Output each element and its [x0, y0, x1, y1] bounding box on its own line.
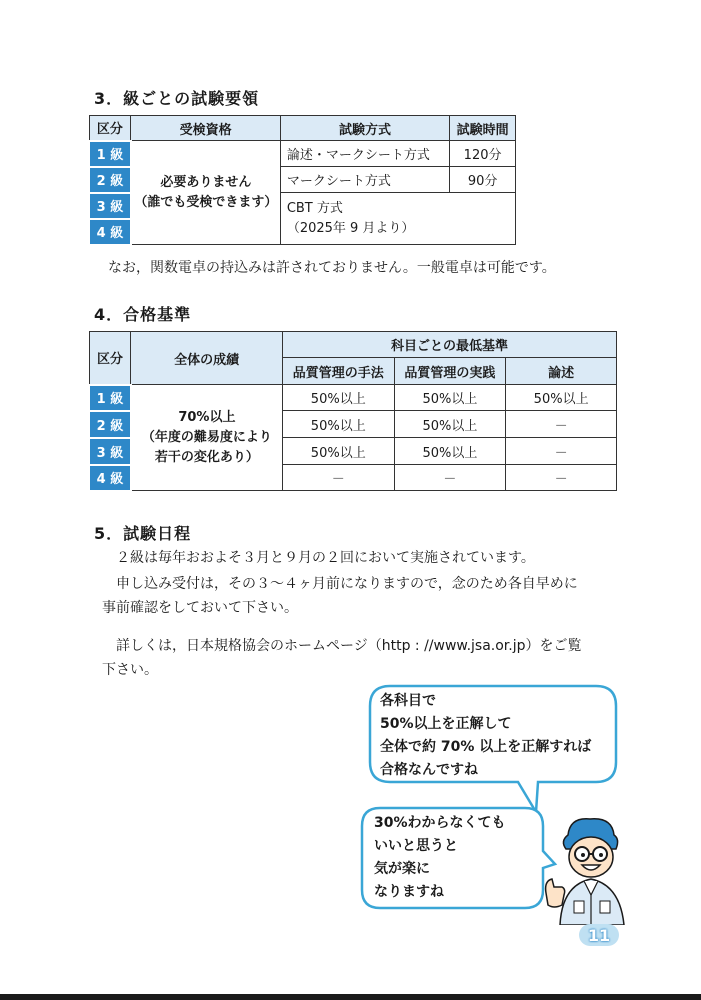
criteria-cell: 50%以上: [394, 438, 506, 465]
bubble-top-line: 50%以上を正解して: [380, 716, 512, 732]
overall-line1: 70%以上: [178, 409, 236, 425]
criteria-cell: －: [282, 465, 394, 491]
criteria-cell: 50%以上: [394, 385, 506, 411]
bottom-border: [0, 994, 701, 1000]
level-3-label: 3 級: [89, 438, 131, 465]
level-4-label: 4 級: [89, 465, 131, 491]
cbt-method-label: CBT 方式: [286, 200, 343, 216]
cbt-note: （2025年 9 月より）: [286, 220, 415, 236]
bubble-bottom-line: なりますね: [374, 884, 444, 900]
mascot-scientist-illustration: [540, 815, 630, 925]
pass-criteria-table: [88, 331, 617, 492]
overall-line2: （年度の難易度により: [141, 429, 272, 445]
criteria-cell: －: [506, 465, 617, 491]
level-1-label: 1 級: [89, 385, 131, 411]
bubble-bottom-line: いいと思うと: [374, 838, 458, 854]
section3-heading: 3．級ごとの試験要領: [94, 89, 260, 108]
section4-heading: 4．合格基準: [94, 305, 192, 324]
criteria-cell: 50%以上: [506, 385, 617, 411]
criteria-cell: －: [394, 465, 506, 491]
bubble-top-line: 各科目で: [380, 693, 436, 709]
schedule-line: 申し込み受付は，その３～４ヶ月前になりますので，念のため各自早めに: [116, 576, 578, 592]
method-level1: 論述・マークシート方式: [280, 141, 449, 167]
level-4-label: 4 級: [89, 219, 131, 245]
schedule-line: 詳しくは，日本規格協会のホームページ（http : //www.jsa.or.jp）をご覧: [116, 638, 582, 654]
col-header-eligibility: 受検資格: [131, 116, 280, 141]
schedule-paragraph-2: [102, 572, 622, 620]
col-header-overall: 全体の成績: [131, 332, 283, 385]
level-2-label: 2 級: [89, 167, 131, 193]
section5-heading: 5．試験日程: [94, 524, 192, 543]
exam-format-table: [88, 115, 516, 246]
col-header-per-subject: 科目ごとの最低基準: [282, 332, 616, 358]
bubble-top-line: 合格なんですね: [380, 762, 478, 778]
criteria-cell: 50%以上: [282, 385, 394, 411]
bubble-bottom-line: 気が楽に: [374, 861, 430, 877]
page-number: 11: [587, 926, 611, 945]
eligibility-cell: [131, 141, 280, 245]
calculator-note: なお，関数電卓の持込みは許されておりません。一般電卓は可能です。: [108, 260, 556, 276]
col-header-method: 試験方式: [280, 116, 449, 141]
page-number-badge: [579, 924, 619, 946]
col-header-category: 区分: [89, 332, 131, 385]
bubble-top-line: 全体で約 70% 以上を正解すれば: [380, 739, 592, 755]
criteria-cell: 50%以上: [282, 438, 394, 465]
col-header-qc-methods: 品質管理の手法: [282, 358, 394, 385]
criteria-cell: －: [506, 438, 617, 465]
schedule-paragraph-1: [102, 546, 622, 570]
overall-cell: [131, 385, 283, 491]
schedule-paragraph-3: [102, 634, 622, 682]
eligibility-line2: （誰でも受検できます）: [134, 194, 278, 210]
time-level1: 120分: [450, 141, 516, 167]
schedule-line: 事前確認をしておいて下さい。: [102, 600, 298, 616]
col-header-duration: 試験時間: [450, 116, 516, 141]
bubble-bottom-line: 30%わからなくても: [374, 815, 506, 831]
schedule-line: 下さい。: [102, 662, 158, 678]
col-header-qc-practice: 品質管理の実践: [394, 358, 506, 385]
time-level2: 90分: [450, 167, 516, 193]
speech-bubble-top: [368, 684, 618, 816]
overall-line3: 若干の変化あり）: [154, 449, 259, 465]
speech-bubble-bottom: [360, 806, 555, 910]
eligibility-line1: 必要ありません: [160, 174, 252, 190]
level-2-label: 2 級: [89, 411, 131, 438]
criteria-cell: 50%以上: [282, 411, 394, 438]
method-level2: マークシート方式: [280, 167, 449, 193]
col-header-essay: 論述: [506, 358, 617, 385]
criteria-cell: 50%以上: [394, 411, 506, 438]
schedule-line: ２級は毎年おおよそ３月と９月の２回において実施されています。: [116, 550, 535, 566]
col-header-category: 区分: [89, 116, 131, 141]
level-1-label: 1 級: [89, 141, 131, 167]
method-cbt: [280, 193, 515, 245]
criteria-cell: －: [506, 411, 617, 438]
level-3-label: 3 級: [89, 193, 131, 219]
